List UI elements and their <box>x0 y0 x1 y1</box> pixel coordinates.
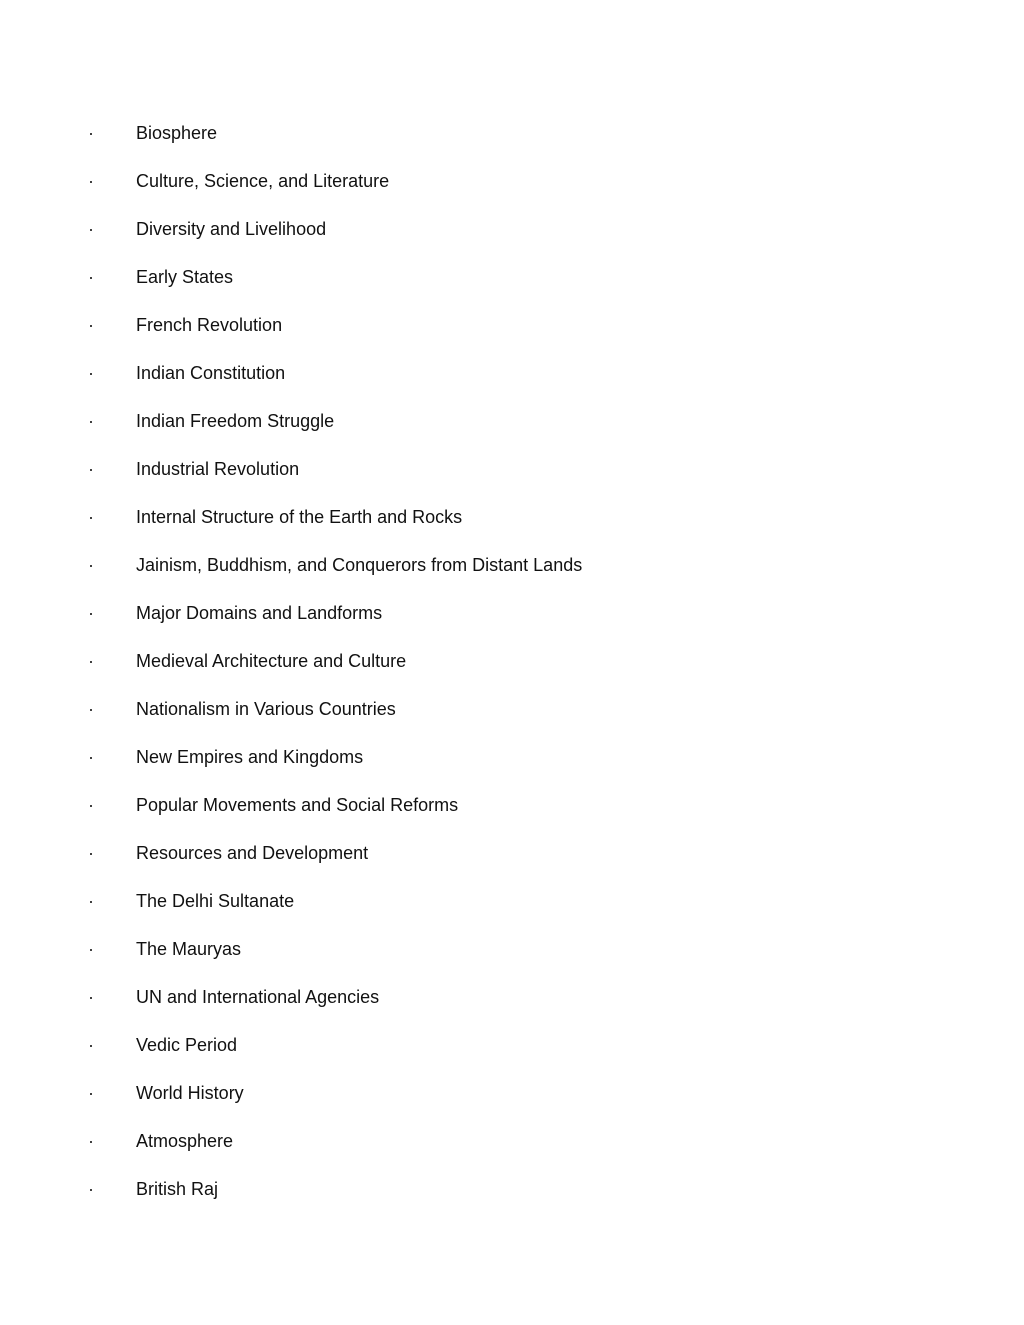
list-item-text: Diversity and Livelihood <box>136 219 327 239</box>
list-item-text: British Raj <box>136 1179 219 1199</box>
list-item-text: Indian Constitution <box>136 363 286 383</box>
bullet-icon: · <box>88 219 94 239</box>
list-item-text: Culture, Science, and Literature <box>136 171 390 191</box>
bullet-icon: · <box>88 363 94 383</box>
bullet-icon: · <box>88 987 94 1007</box>
bullet-icon: · <box>88 315 94 335</box>
bullet-icon: · <box>88 267 94 287</box>
list-item-text: New Empires and Kingdoms <box>136 747 364 767</box>
list-item-text: The Delhi Sultanate <box>136 891 295 911</box>
bullet-icon: · <box>88 459 94 479</box>
bullet-icon: · <box>88 795 94 815</box>
bullet-icon: · <box>88 699 94 719</box>
list-item-text: World History <box>136 1083 244 1103</box>
list-item-text: French Revolution <box>136 315 283 335</box>
list-item-text: Internal Structure of the Earth and Rocks <box>136 507 463 527</box>
bullet-icon: · <box>88 411 94 431</box>
list-item-text: Popular Movements and Social Reforms <box>136 795 459 815</box>
bullet-icon: · <box>88 1035 94 1055</box>
list-item-text: Industrial Revolution <box>136 459 300 479</box>
bullet-icon: · <box>88 891 94 911</box>
list-item-text: Jainism, Buddhism, and Conquerors from Distant Lands <box>136 555 583 575</box>
list-item-text: Early States <box>136 267 234 287</box>
list-item-text: Atmosphere <box>136 1131 234 1151</box>
list-item-text: Vedic Period <box>136 1035 238 1055</box>
list-item-text: Medieval Architecture and Culture <box>136 651 407 671</box>
bullet-icon: · <box>88 1083 94 1103</box>
bullet-icon: · <box>88 123 94 143</box>
list-item-text: Biosphere <box>136 123 218 143</box>
bullet-icon: · <box>88 507 94 527</box>
bullet-icon: · <box>88 747 94 767</box>
bullet-icon: · <box>88 603 94 623</box>
bullet-icon: · <box>88 1131 94 1151</box>
list-item-text: Resources and Development <box>136 843 369 863</box>
bullet-icon: · <box>88 651 94 671</box>
bullet-icon: · <box>88 843 94 863</box>
bullet-icon: · <box>88 939 94 959</box>
bullet-icon: · <box>88 1179 94 1199</box>
bullet-icon: · <box>88 555 94 575</box>
list-item-text: Major Domains and Landforms <box>136 603 383 623</box>
list-item-text: Indian Freedom Struggle <box>136 411 335 431</box>
bullet-icon: · <box>88 171 94 191</box>
list-item-text: The Mauryas <box>136 939 242 959</box>
list-item-text: Nationalism in Various Countries <box>136 699 396 719</box>
list-item-text: UN and International Agencies <box>136 987 380 1007</box>
